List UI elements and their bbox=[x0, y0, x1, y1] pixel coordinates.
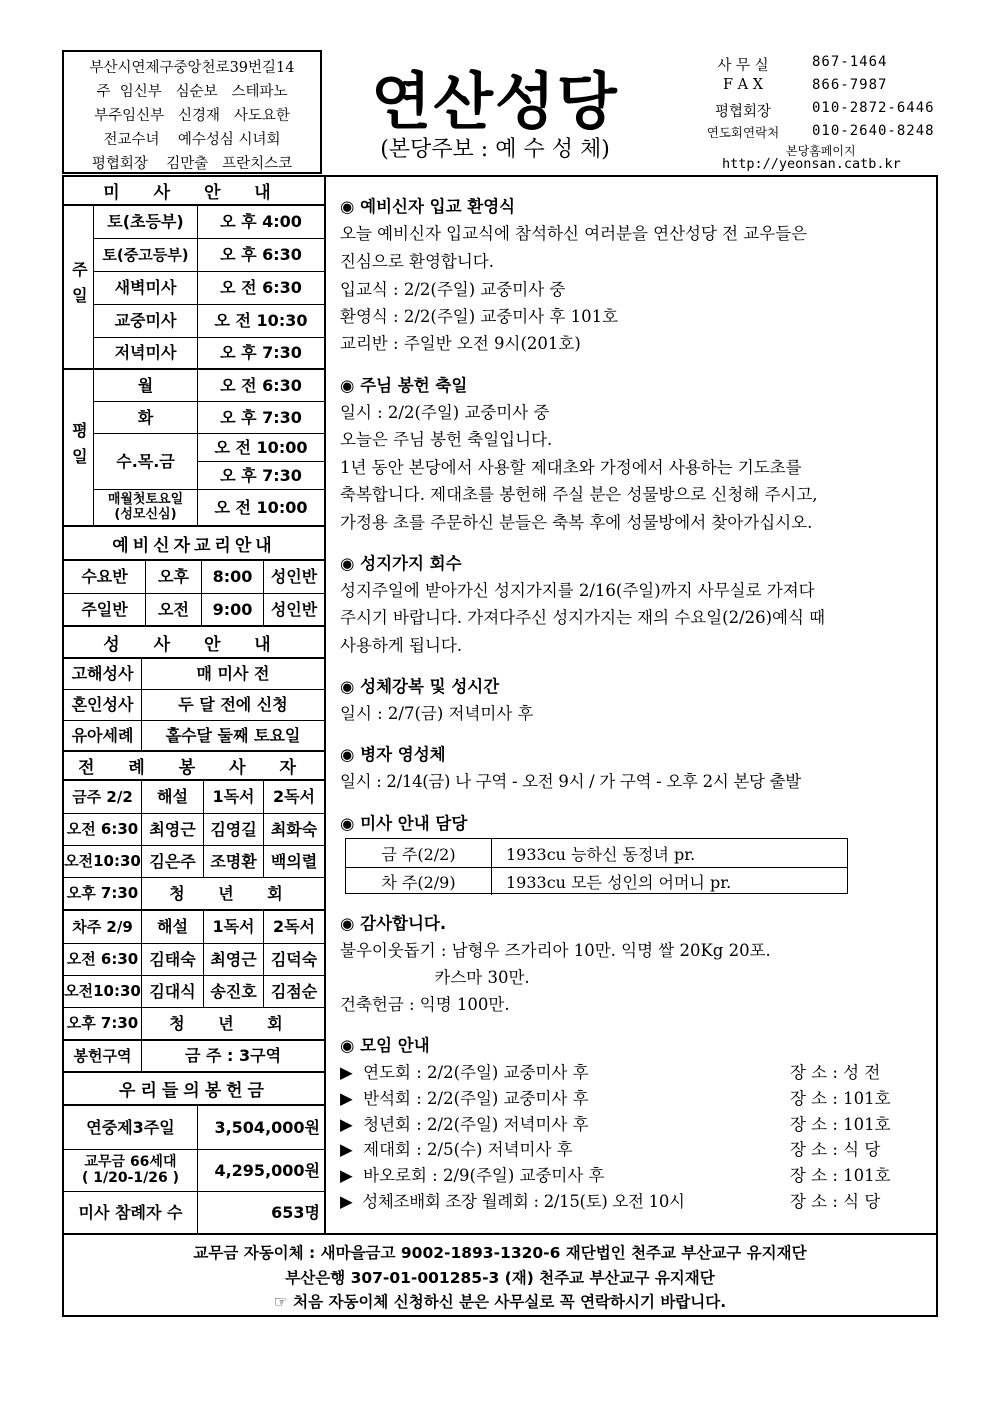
notice-line: 가정용 초를 주문하신 분들은 축복 후에 성물방에서 찾아가십시오. bbox=[340, 513, 813, 532]
mass-name: 교중미사 bbox=[94, 305, 198, 338]
liturgy-head: 2독서 bbox=[264, 911, 324, 944]
notice-line: 일시 : 2/2(주일) 교중미사 중 bbox=[340, 403, 550, 422]
liturgy-head: 차주 2/9 bbox=[64, 911, 142, 944]
contact-label: 사 무 실 bbox=[717, 58, 769, 74]
offering-zone-value: 금 주 : 3구역 bbox=[142, 1041, 324, 1073]
class-type: 성인반 bbox=[264, 594, 324, 627]
server-name: 김태숙 bbox=[142, 944, 204, 976]
mass-name: 월 bbox=[94, 370, 198, 402]
mass-name: 새벽미사 bbox=[94, 272, 198, 305]
class-ampm: 오후 bbox=[146, 561, 202, 594]
sunday-label: 주일 bbox=[64, 206, 94, 370]
liturgy-head: 1독서 bbox=[204, 911, 264, 944]
parish-info-box bbox=[62, 50, 322, 174]
mass-name: 화 bbox=[94, 402, 198, 434]
notice-title: ◉ 감사합니다. bbox=[340, 914, 447, 933]
class-ampm: 오전 bbox=[146, 594, 202, 627]
mass-time: 오 후 4:00 bbox=[198, 206, 324, 239]
notice-line: 건축헌금 : 익명 100만. bbox=[340, 995, 510, 1014]
contact-label: 연도회연락처 bbox=[706, 125, 780, 140]
pastor-line: 주 임신부 심순보 스테파노 bbox=[96, 84, 288, 100]
youth-group: 청 년 회 bbox=[142, 878, 324, 911]
column-divider bbox=[324, 175, 326, 1233]
notice-line: 오늘 예비신자 입교식에 참석하신 여러분을 연산성당 전 교우들은 bbox=[340, 224, 808, 243]
notice-title: ◉ 모임 안내 bbox=[340, 1036, 430, 1055]
youth-group: 청 년 회 bbox=[142, 1008, 324, 1041]
notice-title: ◉ 성체강복 및 성시간 bbox=[340, 677, 500, 696]
server-name: 조명환 bbox=[204, 846, 264, 878]
offering-name: 연중제3주일 bbox=[64, 1106, 198, 1150]
meeting-place: 장 소 : 101호 bbox=[790, 1166, 891, 1185]
auto-transfer-line: 교무금 자동이체 : 새마을금고 9002-1893-1320-6 재단법인 천주교 부산교구 유지재단 bbox=[193, 1244, 807, 1262]
notice-line: 주시기 바랍니다. 가져다주신 성지가지는 재의 수요일(2/26)예식 때 bbox=[340, 608, 826, 627]
contact-value: 867-1464 bbox=[812, 54, 888, 70]
mass-time: 오 전 6:30 bbox=[198, 272, 324, 305]
liturgy-head: 1독서 bbox=[204, 781, 264, 814]
server-name: 김은주 bbox=[142, 846, 204, 878]
notice-title: ◉ 예비신자 입교 환영식 bbox=[340, 197, 516, 216]
contact-value: 866-7987 bbox=[812, 77, 888, 93]
notice-line: 오늘은 주님 봉헌 축일입니다. bbox=[340, 430, 553, 449]
contact-label: F A X bbox=[722, 77, 764, 93]
liturgy-time: 오후 7:30 bbox=[64, 878, 142, 911]
sacrament-value: 두 달 전에 신청 bbox=[142, 690, 324, 721]
class-type: 성인반 bbox=[264, 561, 324, 594]
mass-time: 오 후 6:30 bbox=[198, 239, 324, 272]
mass-time: 오 전 10:30 bbox=[198, 305, 324, 338]
notice-line: 사용하게 됩니다. bbox=[340, 636, 463, 655]
mass-time: 오 후 7:30 bbox=[198, 402, 324, 434]
liturgy-title: 전 례 봉 사 자 bbox=[64, 752, 324, 781]
meeting-item: ▶ 바오로회 : 2/9(주일) 교중미사 후 bbox=[340, 1166, 605, 1185]
liturgy-time: 오후 7:30 bbox=[64, 1008, 142, 1041]
meeting-item: ▶ 연도회 : 2/2(주일) 교중미사 후 bbox=[340, 1063, 589, 1082]
notice-line: 일시 : 2/14(금) 나 구역 - 오전 9시 / 가 구역 - 오후 2시 본당 출발 bbox=[340, 772, 801, 791]
notice-title: ◉ 병자 영성체 bbox=[340, 745, 446, 764]
mass-time: 오 전 6:30 bbox=[198, 370, 324, 402]
meeting-place: 장 소 : 식 당 bbox=[790, 1140, 881, 1159]
server-name: 최영근 bbox=[142, 814, 204, 846]
notice-line: 입교식 : 2/2(주일) 교중미사 중 bbox=[340, 280, 566, 299]
server-name: 최영근 bbox=[204, 944, 264, 976]
notice-line: 축복합니다. 제대초를 봉헌해 주실 분은 성물방으로 신청해 주시고, bbox=[340, 485, 818, 504]
mass-time: 오 전 10:00 bbox=[198, 490, 324, 527]
contact-value: 010-2872-6446 bbox=[812, 100, 935, 116]
mass-name: 토(중고등부) bbox=[94, 239, 198, 272]
notice-line: 1년 동안 본당에서 사용할 제대초와 가정에서 사용하는 기도초를 bbox=[340, 458, 802, 477]
meeting-place: 장 소 : 식 당 bbox=[790, 1192, 881, 1211]
notice-title: ◉ 미사 안내 담당 bbox=[340, 814, 468, 833]
notice-title: ◉ 성지가지 회수 bbox=[340, 554, 462, 573]
notice-line: 일시 : 2/7(금) 저녁미사 후 bbox=[340, 704, 534, 723]
server-name: 김대식 bbox=[142, 976, 204, 1008]
liturgy-time: 오전 6:30 bbox=[64, 814, 142, 846]
meeting-place: 장 소 : 101호 bbox=[790, 1115, 891, 1134]
notice-line: 환영식 : 2/2(주일) 교중미사 후 101호 bbox=[340, 307, 619, 326]
offering-name: 미사 참례자 수 bbox=[64, 1192, 198, 1233]
sacrament-value: 홀수달 둘째 토요일 bbox=[142, 721, 324, 752]
meeting-item: ▶ 성체조배회 조장 월례회 : 2/15(토) 오전 10시 bbox=[340, 1192, 685, 1211]
liturgy-head: 금주 2/2 bbox=[64, 781, 142, 814]
contact-label: 평협회장 bbox=[714, 104, 772, 120]
homepage-label: 본당홈페이지 bbox=[786, 144, 856, 158]
server-name: 백의렬 bbox=[264, 846, 324, 878]
bank-account-line: 부산은행 307-01-001285-3 (재) 천주교 부산교구 유지재단 bbox=[285, 1269, 715, 1287]
offering-value: 4,295,000원 bbox=[198, 1150, 324, 1192]
offering-title: 우리들의봉헌금 bbox=[64, 1073, 324, 1106]
assistant-pastor-line: 부주임신부 신경재 사도요한 bbox=[94, 108, 290, 124]
council-line: 평협회장 김만출 프란치스코 bbox=[91, 156, 293, 172]
liturgy-head: 해설 bbox=[142, 781, 204, 814]
mass-name: 수.목.금 bbox=[94, 434, 198, 490]
liturgy-head: 2독서 bbox=[264, 781, 324, 814]
sacrament-name: 혼인성사 bbox=[64, 690, 142, 721]
mass-name: 저녁미사 bbox=[94, 338, 198, 370]
class-time: 9:00 bbox=[202, 594, 264, 627]
sister-line: 전교수녀 예수성심 시녀회 bbox=[103, 132, 281, 148]
mass-title: 미 사 안 내 bbox=[64, 177, 324, 206]
meeting-item: ▶ 반석회 : 2/2(주일) 교중미사 후 bbox=[340, 1089, 589, 1108]
offering-value: 3,504,000원 bbox=[198, 1106, 324, 1150]
guide-week: 차 주(2/9) bbox=[346, 867, 492, 895]
offering-value: 653명 bbox=[271, 1202, 320, 1222]
server-name: 김덕숙 bbox=[264, 944, 324, 976]
contact-value: 010-2640-8248 bbox=[812, 123, 935, 139]
class-name: 수요반 bbox=[64, 561, 146, 594]
server-name: 김영길 bbox=[204, 814, 264, 846]
sacrament-value: 매 미사 전 bbox=[142, 659, 324, 690]
class-name: 주일반 bbox=[64, 594, 146, 627]
sacrament-name: 고해성사 bbox=[64, 659, 142, 690]
mass-time: 오 전 10:00 bbox=[198, 434, 324, 462]
meeting-item: ▶ 청년회 : 2/2(주일) 저녁미사 후 bbox=[340, 1115, 589, 1134]
catechumen-title: 예비신자교리안내 bbox=[64, 527, 324, 561]
contact-request-line: ☞ 처음 자동이체 신청하신 분은 사무실로 꼭 연락하시기 바랍니다. bbox=[273, 1293, 727, 1311]
notice-line: 불우이웃돕기 : 남형우 즈가리아 10만. 익명 쌀 20Kg 20포. bbox=[340, 941, 771, 960]
weekday-label: 평일 bbox=[64, 370, 94, 527]
liturgy-time: 오전10:30 bbox=[64, 846, 142, 878]
server-name: 최화숙 bbox=[264, 814, 324, 846]
liturgy-head: 해설 bbox=[142, 911, 204, 944]
liturgy-time: 오전 6:30 bbox=[64, 944, 142, 976]
notice-title: ◉ 주님 봉헌 축일 bbox=[340, 376, 468, 395]
guide-week: 금 주(2/2) bbox=[346, 839, 492, 867]
mass-name: 토(초등부) bbox=[94, 206, 198, 239]
page-title: 연산성당 bbox=[371, 65, 619, 138]
server-name: 송진호 bbox=[204, 976, 264, 1008]
notice-line: 성지주일에 받아가신 성지가지를 2/16(주일)까지 사무실로 가져다 bbox=[340, 581, 815, 600]
offering-zone-label: 봉헌구역 bbox=[64, 1041, 142, 1073]
guide-group: 1933cu 모든 성인의 어머니 pr. bbox=[506, 872, 732, 892]
mass-guide-table bbox=[345, 838, 848, 894]
meeting-place: 장 소 : 101호 bbox=[790, 1089, 891, 1108]
page-subtitle: (본당주보 : 예 수 성 체) bbox=[380, 137, 610, 162]
liturgy-time: 오전10:30 bbox=[64, 976, 142, 1008]
notice-line: 진심으로 환영합니다. bbox=[340, 252, 494, 271]
sacrament-title: 성 사 안 내 bbox=[64, 627, 324, 659]
mass-time: 오 후 7:30 bbox=[198, 338, 324, 370]
notice-line: 카스마 30만. bbox=[340, 968, 530, 987]
address: 부산시연제구중앙천로39번길14 bbox=[89, 60, 295, 76]
mass-time: 오 후 7:30 bbox=[198, 462, 324, 490]
class-time: 8:00 bbox=[202, 561, 264, 594]
server-name: 김점순 bbox=[264, 976, 324, 1008]
guide-group: 1933cu 능하신 동정녀 pr. bbox=[506, 844, 696, 864]
meeting-place: 장 소 : 성 전 bbox=[790, 1063, 881, 1082]
mass-name: 매월첫토요일 (성모신심) bbox=[94, 490, 198, 527]
contact-box bbox=[680, 50, 938, 174]
homepage-url[interactable]: http://yeonsan.catb.kr bbox=[722, 156, 901, 172]
offering-name: 교무금 66세대 ( 1/20-1/26 ) bbox=[64, 1150, 198, 1192]
sacrament-name: 유아세례 bbox=[64, 721, 142, 752]
footer-divider bbox=[62, 1233, 938, 1235]
meeting-item: ▶ 제대회 : 2/5(수) 저녁미사 후 bbox=[340, 1140, 573, 1159]
notice-line: 교리반 : 주일반 오전 9시(201호) bbox=[340, 334, 581, 353]
